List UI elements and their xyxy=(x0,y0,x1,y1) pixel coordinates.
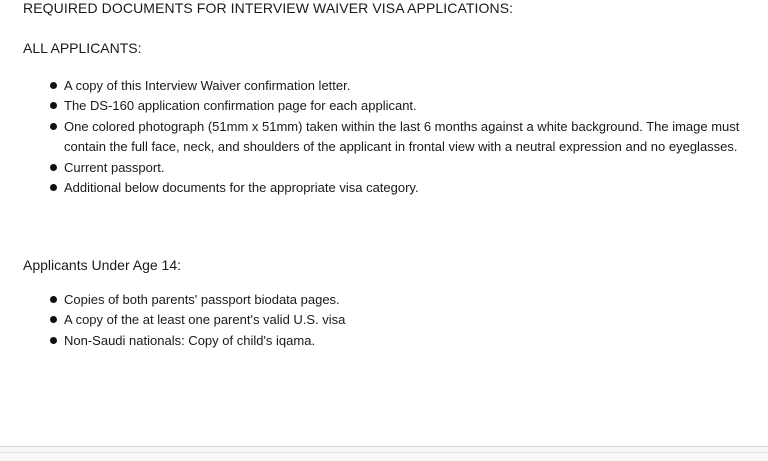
list-item-text: Copies of both parents' passport biodata pages. xyxy=(64,292,340,307)
under-14-list xyxy=(45,290,745,351)
list-item xyxy=(45,76,745,96)
list-item xyxy=(45,178,745,198)
bullet-icon xyxy=(50,337,57,344)
list-item xyxy=(45,158,745,178)
bottom-strip xyxy=(0,447,768,461)
list-item xyxy=(45,117,745,158)
list-item-text: Non-Saudi nationals: Copy of child's iqama. xyxy=(64,332,316,348)
document-title: REQUIRED DOCUMENTS FOR INTERVIEW WAIVER VISA APPLICATIONS: xyxy=(23,0,514,16)
bullet-icon xyxy=(50,164,57,171)
list-item xyxy=(45,96,745,116)
list-item-text: The DS-160 application confirmation page for each applicant. xyxy=(64,98,417,114)
bullet-icon xyxy=(50,102,57,109)
list-item xyxy=(45,310,745,330)
all-applicants-list xyxy=(45,76,745,198)
list-item xyxy=(45,331,745,351)
bullet-icon xyxy=(50,296,57,303)
bullet-icon xyxy=(50,123,57,130)
section-heading-under-14: Applicants Under Age 14: xyxy=(23,257,181,273)
list-item-text: Current passport. xyxy=(64,159,165,175)
bottom-strip-line xyxy=(0,452,768,453)
list-item-text: One colored photograph (51mm x 51mm) taken within the last 6 months against a white background. The image must contain the full face, neck, and shoulders of the applicant in frontal view with a neutral expression and no eyeglasses. xyxy=(64,118,740,155)
list-item-text: A copy of the at least one parent's valid U.S. visa xyxy=(64,312,346,328)
bullet-icon xyxy=(50,316,57,323)
bullet-icon xyxy=(50,82,57,89)
list-item-text: Additional below documents for the appropriate visa category. xyxy=(64,180,419,196)
list-item xyxy=(45,290,745,310)
list-item-text: A copy of this Interview Waiver confirmation letter. xyxy=(64,78,351,93)
bullet-icon xyxy=(50,184,57,191)
section-heading-all-applicants: ALL APPLICANTS: xyxy=(23,40,142,56)
